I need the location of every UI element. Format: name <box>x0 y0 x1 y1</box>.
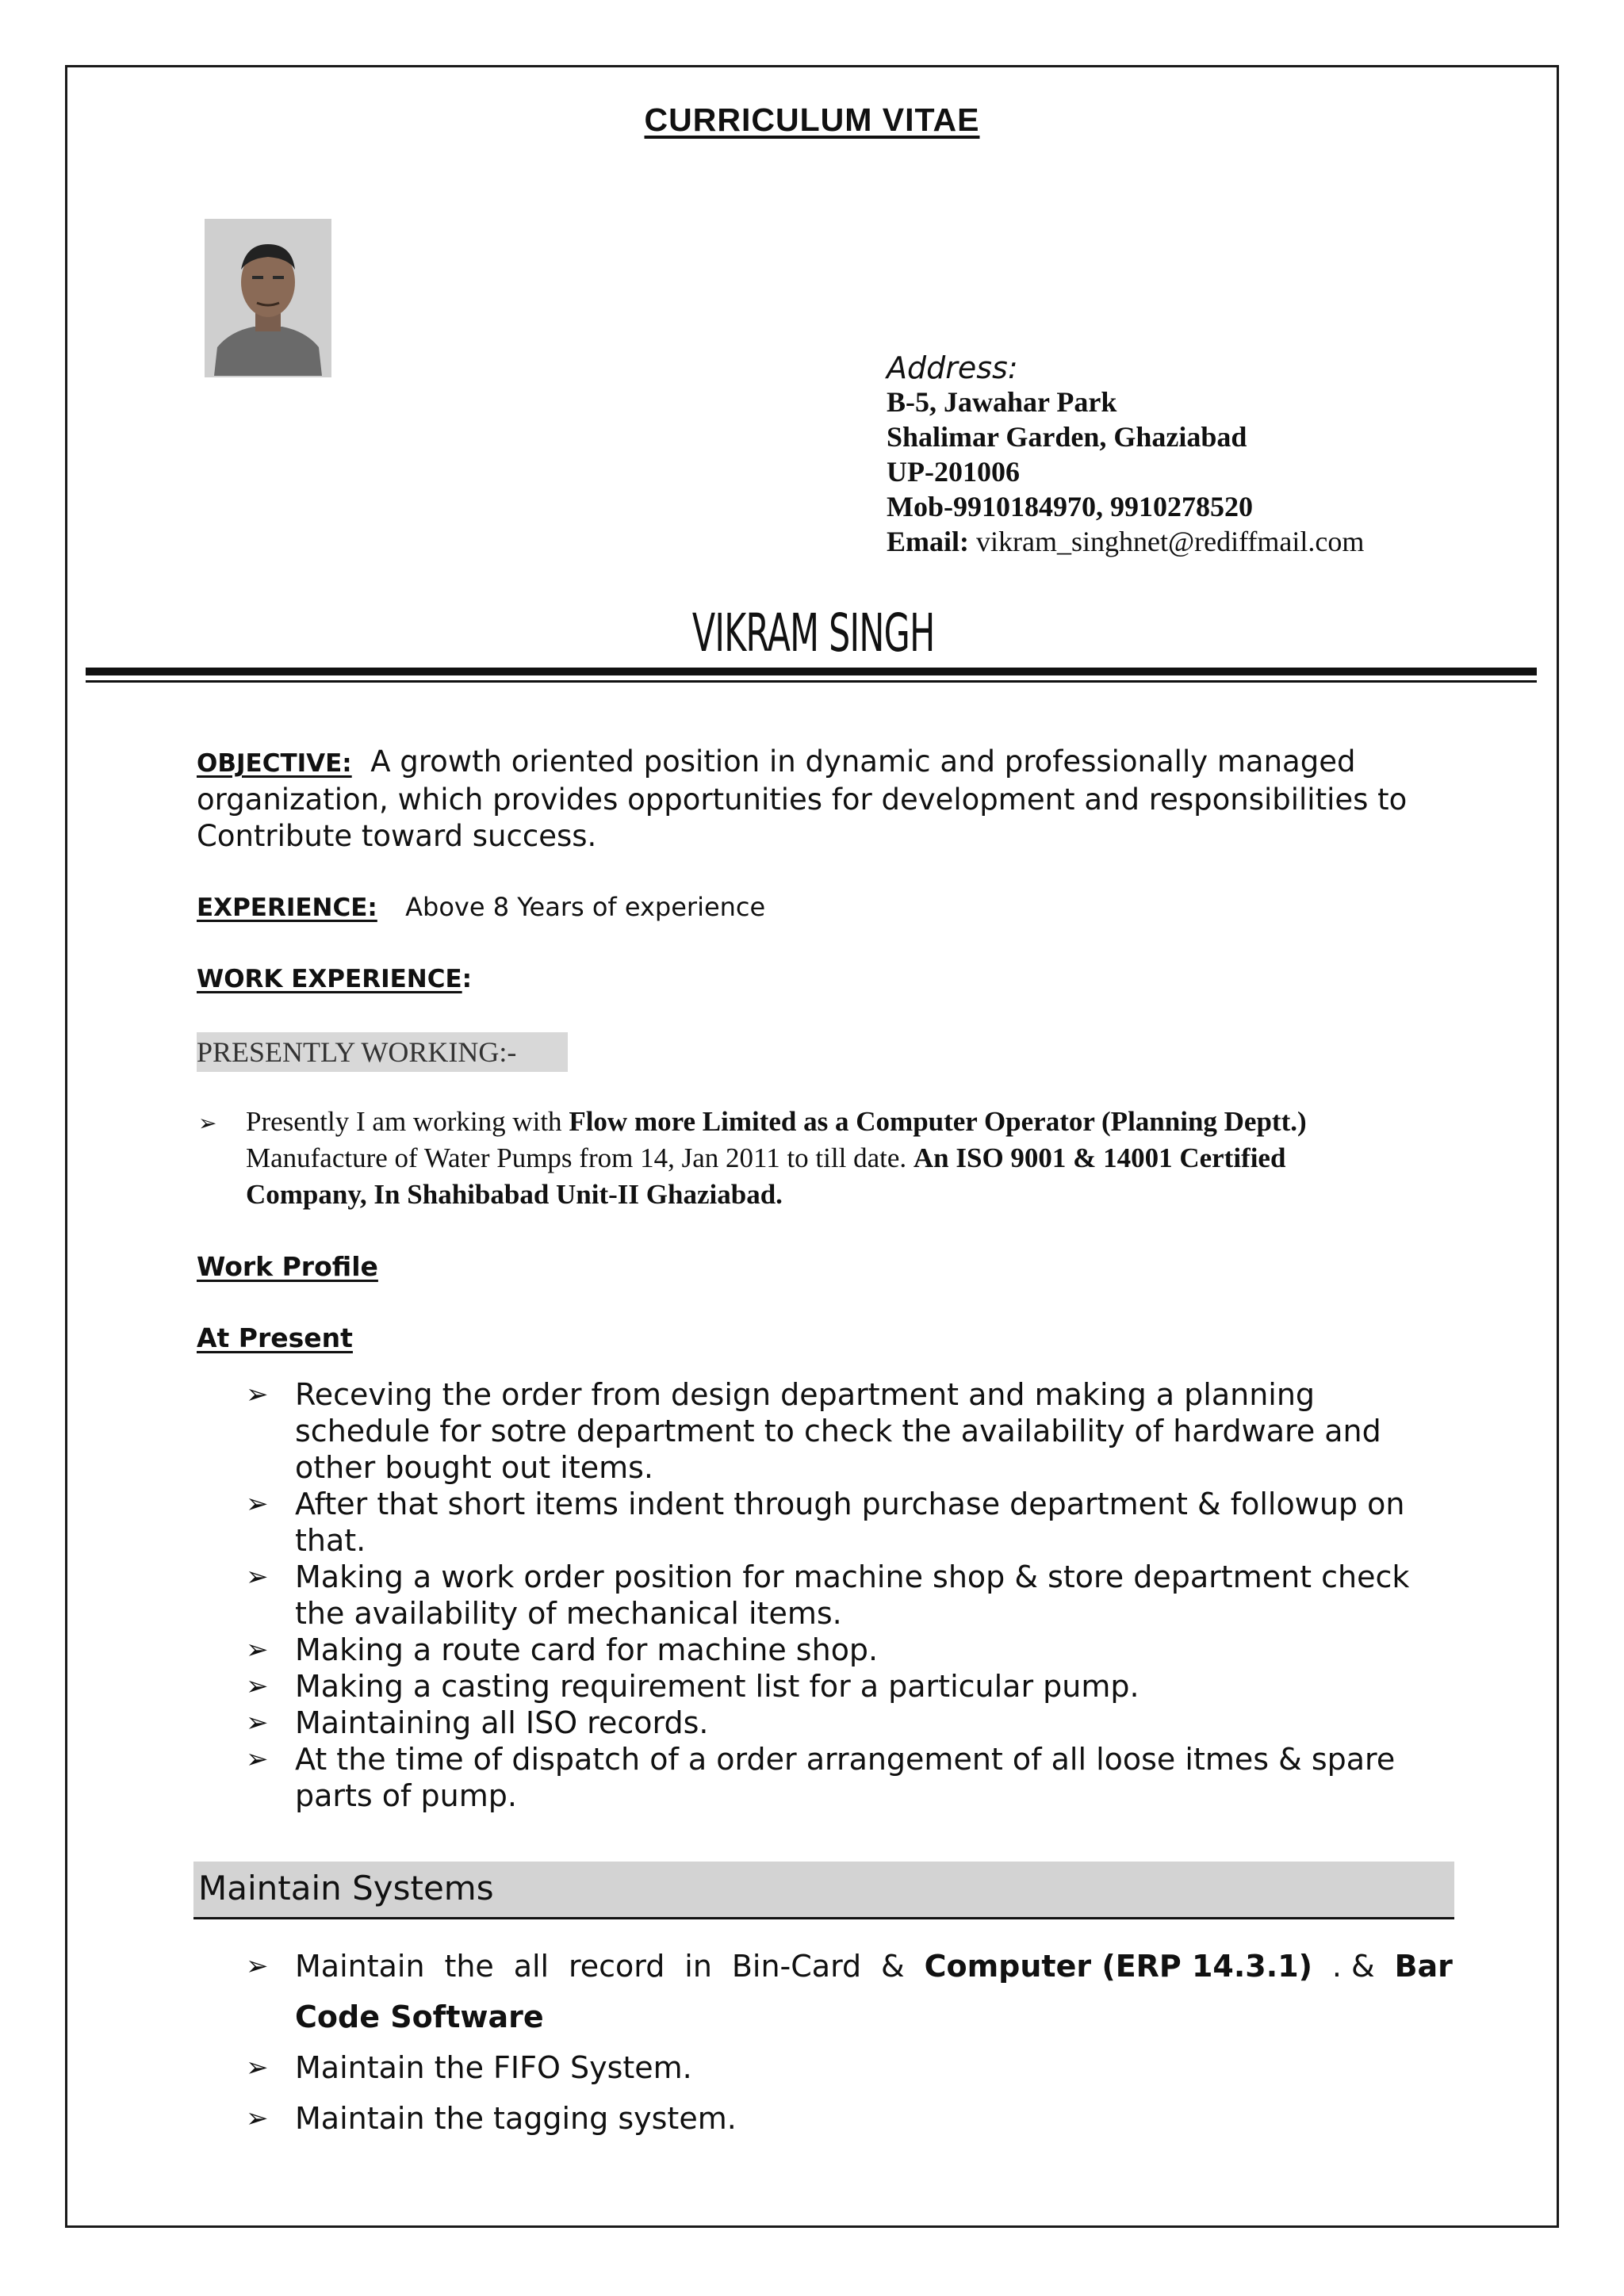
list-item <box>246 1941 1453 2042</box>
list-item: ➢ Receving the order from design department and making a planning schedule for sotre department to check the availability of hardware and other bought out items. <box>246 1377 1381 1485</box>
candidate-name: VIKRAM SINGH <box>691 603 935 664</box>
list-item: ➢ Maintaining all ISO records. <box>246 1705 709 1740</box>
current-job-text-2: Manufacture of Water Pumps from 14, Jan 2011 to till date. <box>246 1142 914 1173</box>
list-item: ➢ Making a casting requirement list for a particular pump. <box>246 1669 1139 1704</box>
email-label: Email: <box>887 526 969 557</box>
experience-heading: EXPERIENCE: <box>197 894 377 922</box>
mobile-numbers: Mob-9910184970, 9910278520 <box>887 491 1253 522</box>
current-job-certification: An ISO 9001 & 14001 Certified <box>913 1142 1286 1173</box>
arrow-bullet-icon: ➢ <box>246 2052 269 2084</box>
profile-photo-image <box>206 220 330 376</box>
work-profile-heading: Work Profile <box>197 1251 378 1282</box>
duties-list <box>246 1376 1484 1814</box>
address-line-2: Shalimar Garden, Ghaziabad <box>887 421 1247 453</box>
address-label: Address: <box>887 350 1018 385</box>
system-item-1-line-1: Maintain the all record in Bin-Card & Computer (ERP 14.3.1) . & Bar <box>295 1949 1453 1984</box>
objective-section <box>197 744 1481 855</box>
work-experience-heading-row <box>197 959 1481 997</box>
address-line-1: B-5, Jawahar Park <box>887 386 1117 418</box>
list-item: ➢ Making a route card for machine shop. <box>246 1632 879 1667</box>
arrow-bullet-icon: ➢ <box>246 1634 269 1666</box>
arrow-bullet-icon: ➢ <box>246 1561 269 1593</box>
name-divider-thin <box>86 680 1537 683</box>
at-present-heading: At Present <box>197 1322 353 1353</box>
current-job <box>198 1104 1483 1213</box>
list-item: ➢ Making a work order position for machine shop & store department check the availability of mechanical items. <box>246 1559 1410 1631</box>
work-experience-colon: : <box>462 965 473 993</box>
email-value: vikram_singhnet@rediffmail.com <box>976 526 1365 557</box>
arrow-bullet-icon: ➢ <box>246 1743 269 1775</box>
current-job-location: Company, In Shahibabad Unit-II Ghaziabad. <box>246 1179 783 1210</box>
address-line-3: UP-201006 <box>887 456 1020 488</box>
arrow-bullet-icon: ➢ <box>246 1707 269 1739</box>
presently-working-label: PRESENTLY WORKING:- <box>197 1032 568 1072</box>
objective-text-2: organization, which provides opportunities for development and responsibilities to <box>197 783 1408 817</box>
list-item: ➢ At the time of dispatch of a order arrangement of all loose itmes & spare parts of pump. <box>246 1742 1396 1813</box>
experience-section <box>197 888 1481 926</box>
arrow-bullet-icon: ➢ <box>246 2103 269 2134</box>
email-line <box>887 525 1364 558</box>
objective-heading: OBJECTIVE: <box>197 749 352 778</box>
list-item: ➢ Maintain the FIFO System. <box>295 2042 1453 2093</box>
arrow-bullet-icon: ➢ <box>246 1670 269 1702</box>
current-job-text-1: Presently I am working with <box>246 1106 569 1137</box>
current-job-company: Flow more Limited as a Computer Operator (Planning Deptt.) <box>569 1106 1307 1137</box>
cv-title: CURRICULUM VITAE <box>644 101 980 138</box>
system-item-1-line-2: Code Software <box>295 1999 544 2034</box>
arrow-bullet-icon: ➢ <box>246 1950 269 1982</box>
systems-list <box>246 1941 1453 2144</box>
list-item: ➢ Maintain the tagging system. <box>295 2093 1453 2144</box>
arrow-bullet-icon: ➢ <box>198 1110 217 1136</box>
work-profile-heading-row <box>197 1248 1481 1285</box>
at-present-heading-row <box>197 1319 1481 1357</box>
objective-text-3: Contribute toward success. <box>197 819 597 853</box>
experience-text: Above 8 Years of experience <box>405 892 766 922</box>
profile-photo <box>205 219 331 377</box>
arrow-bullet-icon: ➢ <box>246 1488 269 1520</box>
list-item: ➢ After that short items indent through purchase department & followup on that. <box>246 1487 1405 1558</box>
maintain-systems-heading: Maintain Systems <box>198 1869 494 1908</box>
objective-text-1: A growth oriented position in dynamic and professionally managed <box>370 744 1356 779</box>
work-experience-heading: WORK EXPERIENCE <box>197 965 462 993</box>
name-divider-thick <box>86 668 1537 675</box>
arrow-bullet-icon: ➢ <box>246 1379 269 1410</box>
